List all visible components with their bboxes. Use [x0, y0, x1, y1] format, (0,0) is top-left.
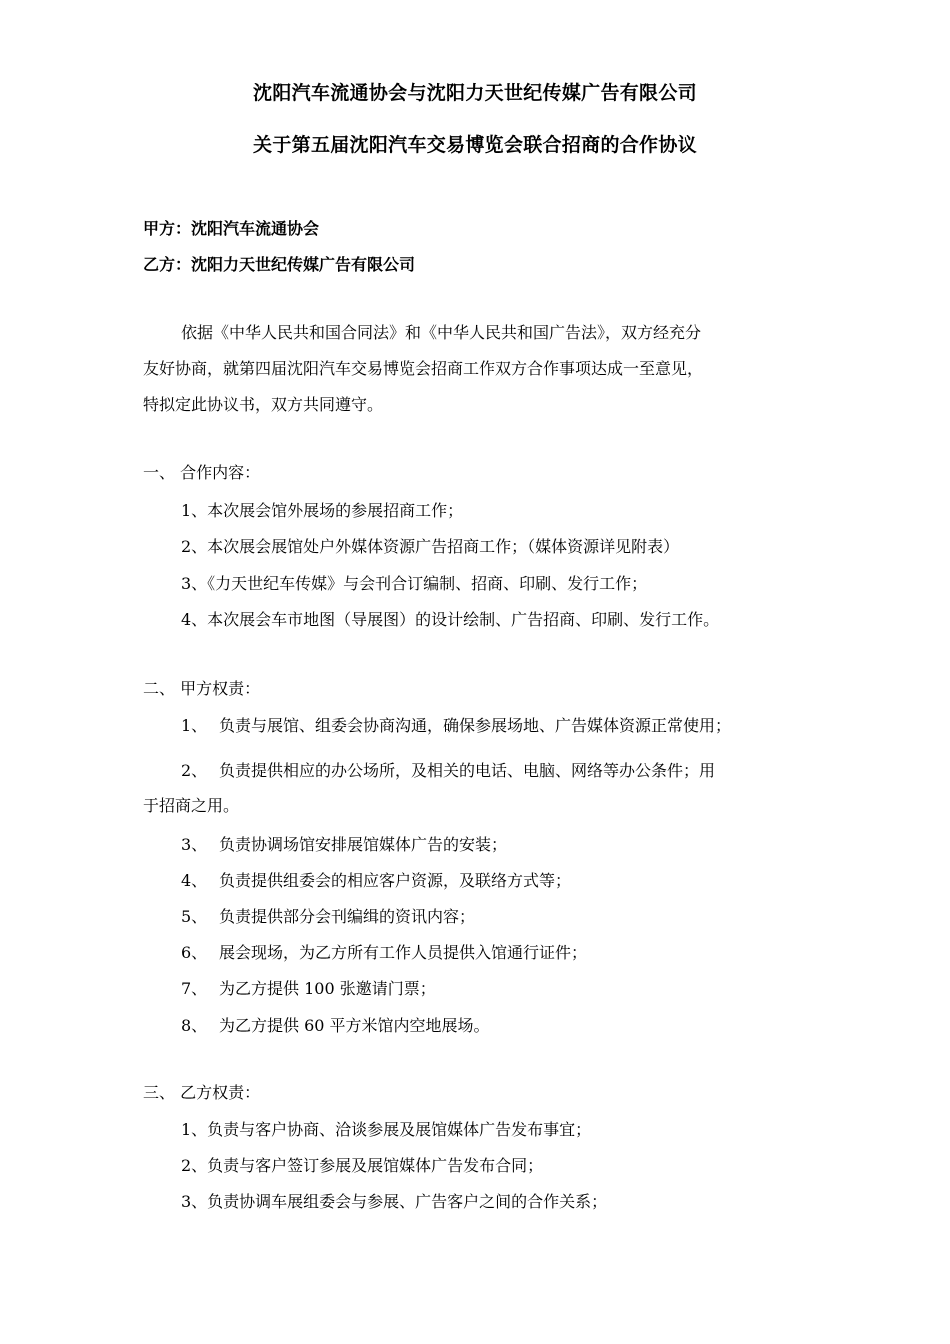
- section-2-item: [181, 1013, 490, 1036]
- section-3-item: 3、负责协调车展组委会与参展、广告客户之间的合作关系；: [181, 1192, 608, 1211]
- item-text: 为乙方提供 60 平方米馆内空地展场。: [219, 1016, 490, 1035]
- section-1-heading: 一、 合作内容：: [143, 463, 261, 482]
- item-number: 8、: [181, 1016, 208, 1035]
- document-title-line-1: 沈阳汽车流通协会与沈阳力天世纪传媒广告有限公司: [253, 82, 697, 104]
- item-text: 为乙方提供 100 张邀请门票；: [219, 979, 436, 998]
- section-3-item: 1、负责与客户协商、洽谈参展及展馆媒体广告发布事宜；: [181, 1120, 592, 1139]
- section-2-item: [181, 940, 587, 963]
- item-text: 负责提供部分会刊编缉的资讯内容；: [219, 907, 476, 926]
- item-number: 1、: [181, 716, 208, 735]
- item-text: 负责提供组委会的相应客户资源，及联络方式等；: [219, 871, 572, 890]
- section-1-item: 4、本次展会车市地图（导展图）的设计绘制、广告招商、印刷、发行工作。: [181, 610, 720, 629]
- item-number: 5、: [181, 907, 208, 926]
- item-number: 7、: [181, 979, 208, 998]
- section-2-item: [181, 832, 507, 855]
- item-number: 6、: [181, 943, 208, 962]
- section-3-heading: 三、 乙方权责：: [143, 1083, 261, 1102]
- section-2-item: [181, 904, 475, 927]
- section-2-item: [181, 713, 731, 736]
- section-2-item: [181, 868, 571, 891]
- item-text: 负责协调场馆安排展馆媒体广告的安装；: [219, 835, 508, 854]
- section-2-heading: 二、 甲方权责：: [143, 679, 261, 698]
- section-2-item-continuation: 于招商之用。: [143, 796, 240, 815]
- section-3-item: 2、负责与客户签订参展及展馆媒体广告发布合同；: [181, 1156, 544, 1175]
- intro-line-1: 依据《中华人民共和国合同法》和《中华人民共和国广告法》，双方经充分: [181, 323, 702, 342]
- section-2-item: [181, 976, 436, 999]
- item-text: 展会现场，为乙方所有工作人员提供入馆通行证件；: [219, 943, 588, 962]
- section-1-item: 1、本次展会馆外展场的参展招商工作；: [181, 501, 464, 520]
- intro-line-3: 特拟定此协议书，双方共同遵守。: [143, 395, 384, 414]
- section-2-item: [181, 758, 715, 781]
- item-number: 4、: [181, 871, 208, 890]
- item-number: 3、: [181, 835, 208, 854]
- party-b: 乙方：沈阳力天世纪传媒广告有限公司: [143, 255, 416, 274]
- document-title-line-2: 关于第五届沈阳汽车交易博览会联合招商的合作协议: [253, 134, 697, 156]
- party-a: 甲方：沈阳汽车流通协会: [143, 219, 320, 238]
- item-text: 负责提供相应的办公场所，及相关的电话、电脑、网络等办公条件；用: [219, 761, 716, 780]
- section-1-item: 3、《力天世纪车传媒》与会刊合订编制、招商、印刷、发行工作；: [181, 574, 648, 593]
- item-text: 负责与展馆、组委会协商沟通，确保参展场地、广告媒体资源正常使用；: [219, 716, 732, 735]
- item-number: 2、: [181, 761, 208, 780]
- intro-line-2: 友好协商，就第四届沈阳汽车交易博览会招商工作双方合作事项达成一至意见，: [143, 359, 704, 378]
- section-1-item: 2、本次展会展馆处户外媒体资源广告招商工作；（媒体资源详见附表）: [181, 537, 680, 556]
